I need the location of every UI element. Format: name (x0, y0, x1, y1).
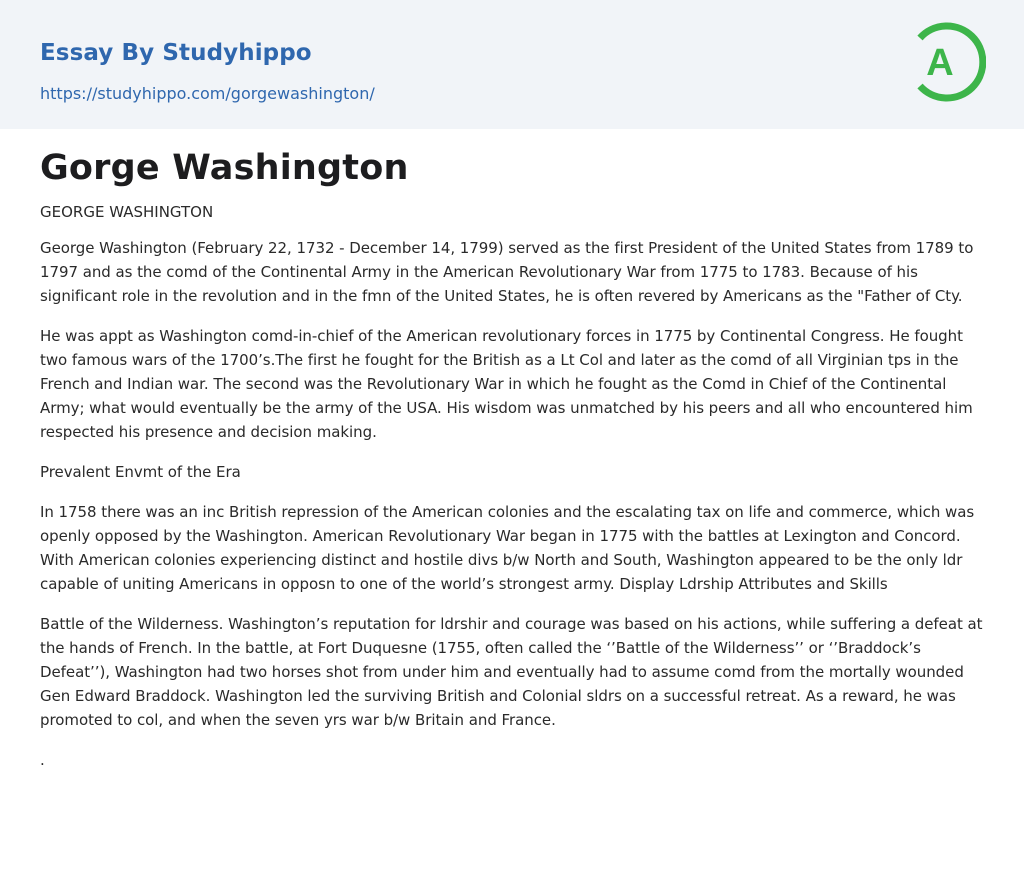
essay-url-link[interactable]: https://studyhippo.com/gorgewashington/ (40, 84, 375, 103)
essay-paragraph: George Washington (February 22, 1732 - December 14, 1799) served as the first President of the United States from 1789 to 1797 and as the comd of the Continental Army in the American Revolutionary War from 1775 to 1783. Because of his significant role in the revolution and in the fmn of the United States, he is often revered by Americans as the "Father of Cty. (40, 239, 974, 305)
site-header (0, 0, 1024, 129)
essay-section-heading: Prevalent Envmt of the Era (40, 463, 241, 481)
essay-subheading: GEORGE WASHINGTON (40, 203, 214, 221)
studyhippo-logo-icon[interactable] (912, 19, 986, 105)
essay-content (40, 146, 986, 772)
essay-paragraph: . (40, 751, 45, 769)
essay-paragraph: He was appt as Washington comd-in-chief of the American revolutionary forces in 1775 by Continental Congress. He fought two famous wars of the 1700’s.The first he fought for the British as a Lt Col and later as the comd of all Virginian tps in the French and Indian war. The second was the Revolutionary War in which he fought as the Comd in Chief of the Continental Army; what would eventually be the army of the USA. His wisdom was unmatched by his peers and all who encountered him respected his presence and decision making. (40, 327, 973, 441)
essay-title: Gorge Washington (40, 148, 409, 188)
essay-paragraph: Battle of the Wilderness. Washington’s reputation for ldrshir and courage was based on his actions, while suffering a defeat at the hands of French. In the battle, at Fort Duquesne (1755, often called the ‘’Battle of the Wilderness’’ or ‘’Braddock’s Defeat’’), Washington had two horses shot from under him and eventually had to assume comd from the mortally wounded Gen Edward Braddock. Washington led the surviving British and Colonial sldrs on a successful retreat. As a reward, he was promoted to col, and when the seven yrs war b/w Britain and France. (40, 615, 983, 729)
logo-letter: A (926, 42, 954, 84)
essay-paragraph: In 1758 there was an inc British repression of the American colonies and the escalating tax on life and commerce, which was openly opposed by the Washington. American Revolutionary War began in 1775 with the battles at Lexington and Concord. With American colonies experiencing distinct and hostile divs b/w North and South, Washington appeared to be the only ldr capable of uniting Americans in opposn to one of the world’s strongest army. Display Ldrship Attributes and Skills (40, 503, 975, 593)
site-brand[interactable]: Essay By Studyhippo (40, 40, 312, 66)
